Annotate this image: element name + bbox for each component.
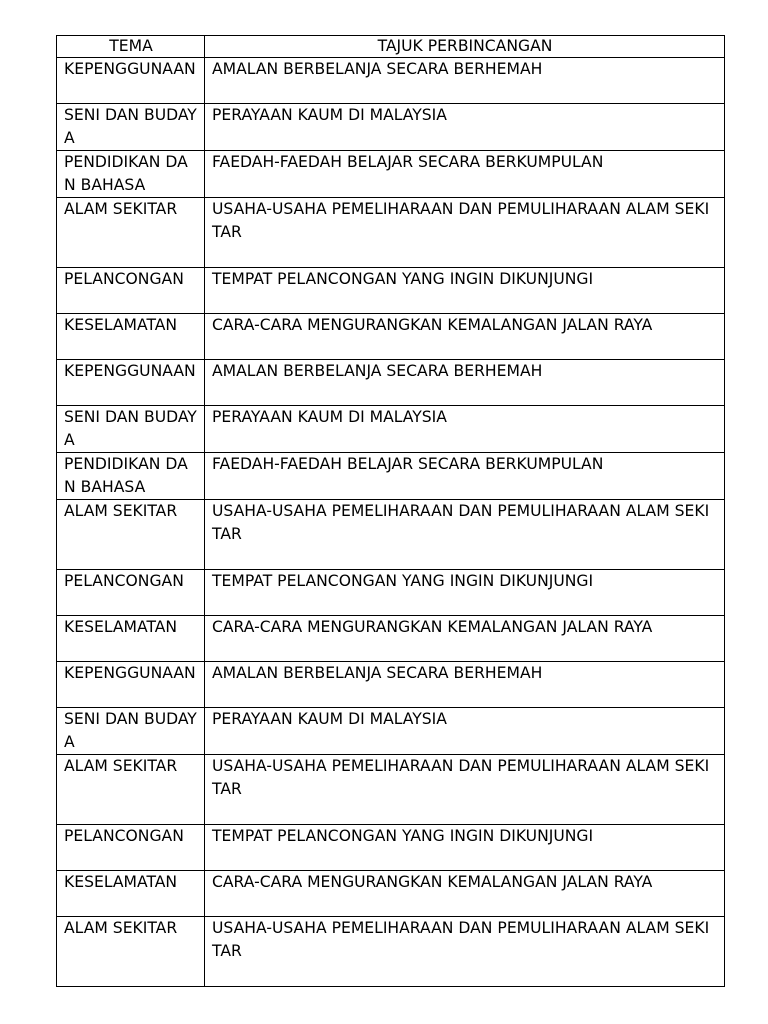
tajuk-cell: CARA-CARA MENGURANGKAN KEMALANGAN JALAN RAYA [205,616,725,662]
tajuk-cell: AMALAN BERBELANJA SECARA BERHEMAH [205,360,725,406]
tajuk-cell: USAHA-USAHA PEMELIHARAAN DAN PEMULIHARAAN ALAM SEKITAR [205,500,725,570]
table-row [57,708,725,755]
table-row [57,360,725,406]
table-row [57,104,725,151]
table-row [57,314,725,360]
header-row [57,36,725,58]
tema-cell: SENI DAN BUDAYA [57,406,205,453]
tema-cell: SENI DAN BUDAYA [57,104,205,151]
tema-cell: SENI DAN BUDAYA [57,708,205,755]
tema-cell: KESELAMATAN [57,616,205,662]
tajuk-cell: FAEDAH-FAEDAH BELAJAR SECARA BERKUMPULAN [205,151,725,198]
table-row [57,500,725,570]
table-row [57,151,725,198]
tema-cell: KESELAMATAN [57,871,205,917]
table-row [57,453,725,500]
tajuk-cell: CARA-CARA MENGURANGKAN KEMALANGAN JALAN RAYA [205,871,725,917]
tajuk-cell: FAEDAH-FAEDAH BELAJAR SECARA BERKUMPULAN [205,453,725,500]
tajuk-cell: AMALAN BERBELANJA SECARA BERHEMAH [205,662,725,708]
tajuk-cell: PERAYAAN KAUM DI MALAYSIA [205,104,725,151]
header-tema: TEMA [57,36,205,58]
table-row [57,825,725,871]
table-row [57,570,725,616]
tema-cell: PENDIDIKAN DAN BAHASA [57,151,205,198]
tema-cell: PELANCONGAN [57,268,205,314]
table-row [57,917,725,987]
table-row [57,871,725,917]
tajuk-cell: PERAYAAN KAUM DI MALAYSIA [205,406,725,453]
tajuk-cell: CARA-CARA MENGURANGKAN KEMALANGAN JALAN RAYA [205,314,725,360]
tajuk-cell: TEMPAT PELANCONGAN YANG INGIN DIKUNJUNGI [205,570,725,616]
table-row [57,616,725,662]
table-row [57,406,725,453]
tajuk-cell: TEMPAT PELANCONGAN YANG INGIN DIKUNJUNGI [205,825,725,871]
table-row [57,662,725,708]
tajuk-cell: USAHA-USAHA PEMELIHARAAN DAN PEMULIHARAAN ALAM SEKITAR [205,755,725,825]
tajuk-cell: USAHA-USAHA PEMELIHARAAN DAN PEMULIHARAAN ALAM SEKITAR [205,917,725,987]
tema-cell: ALAM SEKITAR [57,198,205,268]
topics-table [56,35,725,987]
tema-cell: ALAM SEKITAR [57,755,205,825]
tajuk-cell: AMALAN BERBELANJA SECARA BERHEMAH [205,58,725,104]
table-row [57,58,725,104]
table-row [57,268,725,314]
tajuk-cell: TEMPAT PELANCONGAN YANG INGIN DIKUNJUNGI [205,268,725,314]
table-row [57,198,725,268]
tema-cell: KEPENGGUNAAN [57,58,205,104]
tajuk-cell: USAHA-USAHA PEMELIHARAAN DAN PEMULIHARAAN ALAM SEKITAR [205,198,725,268]
table-row [57,755,725,825]
tajuk-cell: PERAYAAN KAUM DI MALAYSIA [205,708,725,755]
tema-cell: PELANCONGAN [57,825,205,871]
tema-cell: ALAM SEKITAR [57,500,205,570]
tema-cell: KEPENGGUNAAN [57,360,205,406]
tema-cell: PELANCONGAN [57,570,205,616]
tema-cell: KESELAMATAN [57,314,205,360]
tema-cell: ALAM SEKITAR [57,917,205,987]
tema-cell: PENDIDIKAN DAN BAHASA [57,453,205,500]
tema-cell: KEPENGGUNAAN [57,662,205,708]
header-tajuk: TAJUK PERBINCANGAN [205,36,725,58]
